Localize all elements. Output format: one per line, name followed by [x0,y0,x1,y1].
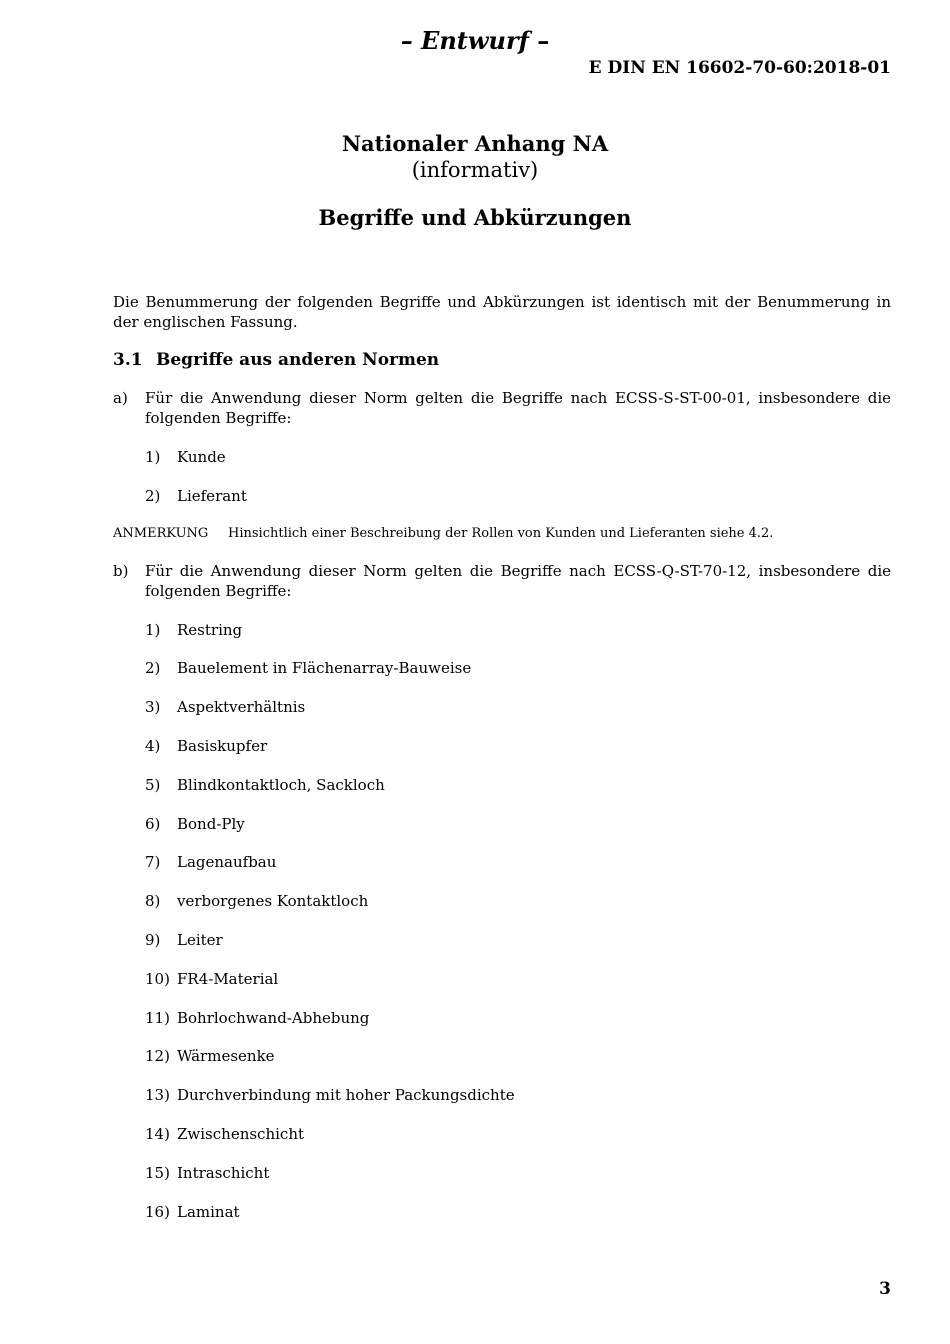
term-text: Laminat [177,1203,240,1221]
term-text: Wärmesenke [177,1047,275,1065]
term-text: Aspektverhältnis [177,698,306,716]
note [113,525,773,543]
term-number: 11) [145,1009,170,1027]
term-item [145,1124,304,1144]
term-item [145,1008,369,1028]
term-item [145,930,223,950]
term-number: 15) [145,1164,170,1182]
term-text: Basiskupfer [177,737,268,755]
term-number: 5) [145,776,161,794]
term-number: 4) [145,737,161,755]
term-text: Blindkontaktloch, Sackloch [177,776,385,794]
term-text: Lieferant [177,487,247,505]
draft-label: – Entwurf – [400,26,550,55]
term-item [145,486,247,506]
term-number: 10) [145,970,170,988]
term-text: Restring [177,621,243,639]
term-text: Bohrlochwand-Abhebung [177,1009,370,1027]
term-item [145,1163,269,1183]
document-id: E DIN EN 16602-70-60:2018-01 [588,58,891,78]
list-item-label: a) [113,389,128,407]
term-text: Bond-Ply [177,815,245,833]
term-number: 8) [145,892,161,910]
list-item-label: b) [113,562,129,580]
term-text: Lagenaufbau [177,853,277,871]
term-item [145,658,471,678]
term-item [145,1085,515,1105]
term-text: Leiter [177,931,223,949]
term-number: 2) [145,487,161,505]
term-text: Kunde [177,448,226,466]
term-item [145,1202,240,1222]
term-text: Durchverbindung mit hoher Packungsdichte [177,1086,515,1104]
section-heading [113,349,439,371]
term-item [145,891,368,911]
term-item [145,447,226,467]
term-number: 12) [145,1047,170,1065]
term-text: verborgenes Kontaktloch [177,892,369,910]
term-item [145,852,276,872]
term-text: FR4-Material [177,970,279,988]
note-text: Hinsichtlich einer Beschreibung der Rollen von Kunden und Lieferanten siehe 4.2. [228,526,774,541]
list-item-a [113,388,891,428]
term-number: 14) [145,1125,170,1143]
term-number: 13) [145,1086,170,1104]
term-text: Zwischenschicht [177,1125,305,1143]
annex-subtitle: (informativ) [411,158,539,182]
annex-heading: Begriffe und Abkürzungen [318,205,632,230]
section-title: Begriffe aus anderen Normen [156,350,440,370]
list-item-text: Für die Anwendung dieser Norm gelten die Begriffe nach ECSS-Q-ST-70-12, insbesondere die folgenden Begriffe: [145,562,891,600]
term-number: 1) [145,621,161,639]
annex-title: Nationaler Anhang NA [341,131,609,156]
term-number: 16) [145,1203,170,1221]
term-number: 3) [145,698,161,716]
list-item-b [113,561,891,601]
list-item-text: Für die Anwendung dieser Norm gelten die Begriffe nach ECSS-S-ST-00-01, insbesondere die folgenden Begriffe: [145,389,891,427]
note-label: ANMERKUNG [113,526,209,541]
term-number: 2) [145,659,161,677]
term-item [145,814,245,834]
term-item [145,697,305,717]
page-number: 3 [879,1279,891,1299]
section-number: 3.1 [113,350,143,370]
term-item [145,775,385,795]
term-text: Intraschicht [177,1164,270,1182]
term-item [145,969,278,989]
term-item [145,736,267,756]
term-item [145,1046,275,1066]
term-item [145,620,242,640]
term-number: 1) [145,448,161,466]
term-number: 7) [145,853,161,871]
term-number: 6) [145,815,161,833]
term-text: Bauelement in Flächenarray-Bauweise [177,659,472,677]
term-number: 9) [145,931,161,949]
intro-paragraph: Die Benummerung der folgenden Begriffe und Abkürzungen ist identisch mit der Benummerung in der englischen Fassung. [113,293,891,331]
